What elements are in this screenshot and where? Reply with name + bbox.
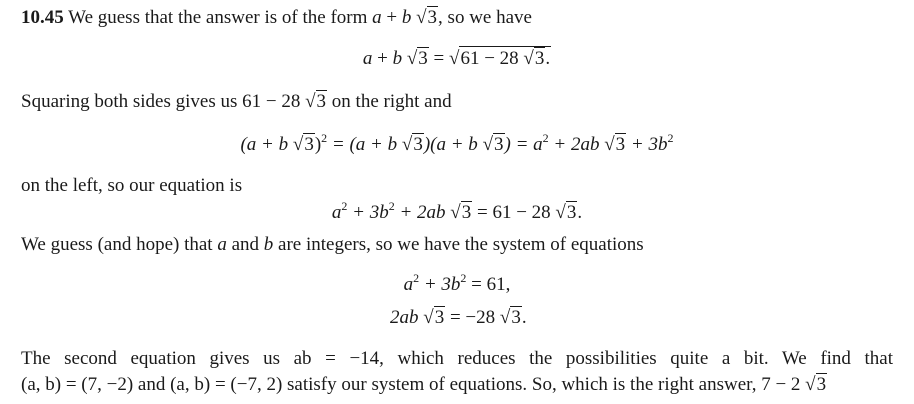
solutions-line: (a, b) = (7, −2) and (a, b) = (−7, 2) satisfy our system of equations. So, which is the right answer, 7 − 2 √3 [21,374,827,395]
var-b: b [401,7,412,28]
equation-3: $a^2 + 3b^2 + 2ab$ √3 = 61 − 28 √3. [331,199,583,223]
system-equation-1: $a^2 + 3b^2 = 61$, [403,271,511,295]
left-side-line: on the left, so our equation is [21,175,243,196]
sqrt-3: √3 [305,91,327,112]
intro-text: We guess that the answer is of the form [63,7,373,28]
sqrt-3: √3 [406,48,428,69]
problem-number: 10.45 [21,7,64,28]
outer-radical: √61 − 28 √3. [449,48,551,69]
sqrt-3: √3 [416,7,438,28]
system-equation-2: 2ab √3 = −28 √3. [390,307,527,328]
sqrt-3: √3 [805,374,827,395]
second-equation-line: The second equation gives us ab = −14, which reduces the possibilities quite a bit. We find that [21,348,893,369]
equation-2: (a + b √3)$^2$ = (a + b √3)(a + b $√3) = a^2 + 2ab$ $√3 + 3b^2$ [240,131,674,155]
plus-sign: + [381,7,402,28]
integers-line: We guess (and hope) that a and b are integers, so we have the system of equations [21,234,644,255]
var-a: a [372,7,382,28]
intro-tail: , so we have [438,7,532,28]
equation-1: a + b √3 = √61 − 28 √3. [362,48,551,69]
problem-intro-line [21,6,532,29]
squaring-line: Squaring both sides gives us 61 − 28 √3 on the right and [21,91,452,112]
